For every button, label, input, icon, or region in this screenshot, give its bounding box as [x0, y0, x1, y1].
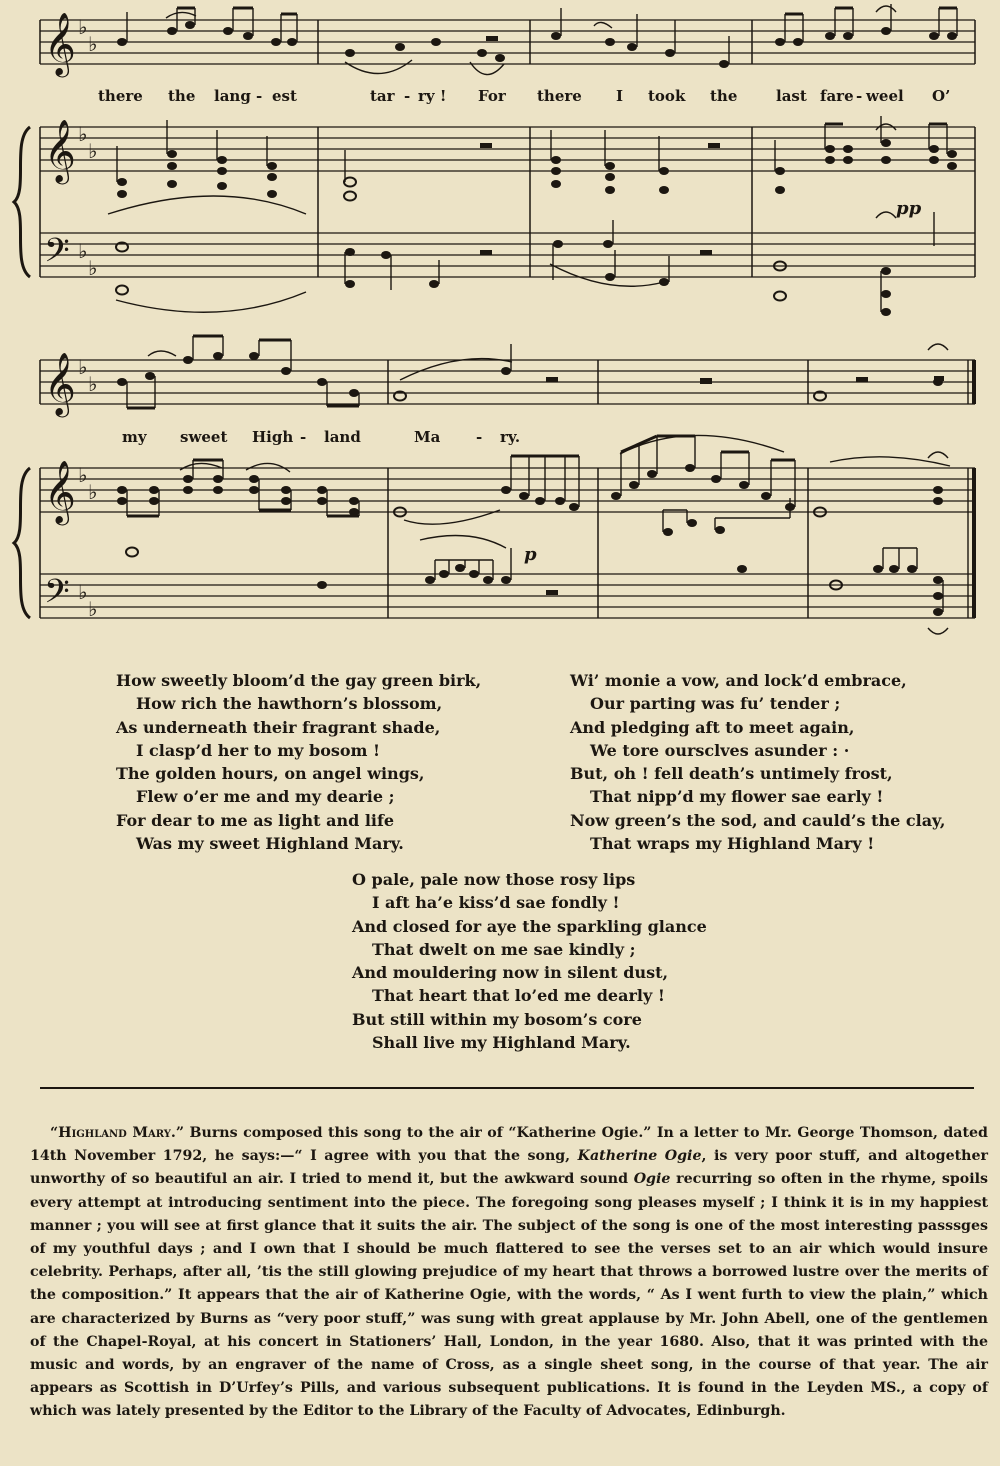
svg-text:♭: ♭ — [78, 580, 88, 604]
lyric-syllable: there — [537, 87, 582, 105]
verse-line: Now green’s the sod, and cauld’s the clay, — [570, 810, 946, 830]
verse-left — [116, 669, 481, 855]
dynamic-pp: pp — [896, 198, 922, 219]
lyric-syllable: my — [122, 428, 147, 446]
verse-line: That wraps my Highland Mary ! — [590, 834, 875, 854]
verse-line: That nipp’d my flower sae early ! — [590, 787, 884, 807]
lyric-syllable: fare — [820, 87, 854, 105]
historical-note — [30, 1122, 988, 1424]
verse-line: That heart that lo’ed me dearly ! — [372, 986, 665, 1006]
note-open-quote: “ — [50, 1125, 59, 1141]
svg-text:𝄞: 𝄞 — [44, 12, 76, 75]
note-text-part: , is very poor stuff, and altogether unworthy of so beautiful an air. I tried to mend it, but the awkward sound — [30, 1148, 989, 1188]
svg-text:♭: ♭ — [88, 256, 98, 280]
staff-lines — [40, 20, 975, 618]
dynamic-p: p — [524, 544, 537, 565]
verse-line: That dwelt on me sae kindly ; — [372, 939, 636, 959]
lyric-syllable: lang — [214, 87, 251, 105]
verse-line: How rich the hawthorn’s blossom, — [136, 694, 443, 714]
lyric-syllable: I — [616, 87, 624, 105]
svg-text:♭: ♭ — [88, 139, 98, 163]
verse-line: I aft ha’e kiss’d sae fondly ! — [372, 893, 620, 913]
lyric-syllable: est — [272, 87, 297, 105]
lyric-syllable: weel — [866, 87, 904, 105]
svg-text:♭: ♭ — [78, 15, 88, 39]
svg-text:𝄞: 𝄞 — [44, 119, 76, 182]
svg-text:♭: ♭ — [88, 597, 98, 621]
verse-line: Wi’ monie a vow, and lock’d embrace, — [570, 671, 907, 690]
verse-line: And mouldering now in silent dust, — [352, 963, 669, 983]
verse-center — [352, 868, 707, 1054]
note-italic-word: Ogie — [633, 1171, 671, 1188]
svg-text:♭: ♭ — [78, 122, 88, 146]
svg-text:𝄢: 𝄢 — [44, 573, 70, 619]
lyric-syllable: High — [252, 428, 294, 446]
verse-line: But still within my bosom’s core — [352, 1009, 642, 1029]
half-notes — [116, 178, 842, 590]
note-title: Highland Mary. — [58, 1125, 176, 1141]
verse-line: O pale, pale now those rosy lips — [352, 870, 636, 889]
lyric-syllable: ry. — [500, 428, 521, 446]
lyric-syllable: there — [98, 87, 143, 105]
note-text-part: recurring so often in the rhyme, spoils every attempt at introducing sentiment into the piece. The foregoing song pleases myself ; I think it is in my happiest manner ; you will see at first glance that it suits the air. The subject of the song is one of the most interesting passsges of my youthful days ; and I own that I should be much flattered to see the verses set to an air which would insure celebrity. Perhaps, after all, ’tis the still glowing prejudice of my heart that throws a borrowed lustre over the merits of the composition.” It appears that the air of Katherine Ogie, with the words, “ As I went furth to view the plain,” which are characterized by Burns as “very poor stuff,” was sung with great applause by Mr. John Abell, one of the gentlemen of the Chapel-Royal, at his concert in Stationers’ Hall, London, in the year 1680. Also, that it was printed with the music and words, by an engraver of the name of Cross, as a single sheet song, in the course of that year. The air appears as Scottish in D’Urfey’s Pills, and various subsequent publications. It is found in the Leyden MS., a copy of which was lately presented by the Editor to the Library of the Faculty of Advocates, Edinburgh. — [30, 1171, 988, 1420]
lyric-syllable: - — [404, 87, 411, 105]
verse-line: I clasp’d her to my bosom ! — [136, 740, 381, 760]
verse-line: Was my sweet Highland Mary. — [136, 834, 404, 854]
svg-text:♭: ♭ — [78, 463, 88, 487]
lyric-syllable: Ma — [414, 428, 441, 446]
svg-text:𝄞: 𝄞 — [44, 352, 76, 415]
section-divider — [40, 1087, 974, 1089]
svg-text:𝄞: 𝄞 — [44, 460, 76, 523]
svg-text:♭: ♭ — [78, 239, 88, 263]
lyric-syllable: took — [648, 87, 686, 105]
note-italic-title: Katherine Ogie — [577, 1148, 702, 1165]
lyric-syllable: sweet — [180, 428, 228, 446]
verse-line: Flew o’er me and my dearie ; — [136, 787, 395, 807]
lyric-syllable: the — [710, 87, 738, 105]
lyric-syllable: the — [168, 87, 196, 105]
lyric-syllable: - — [856, 87, 863, 105]
lyric-syllable: last — [776, 87, 807, 105]
verse-line: And pledging aft to meet again, — [570, 717, 855, 737]
lyrics-system-1 — [0, 87, 1000, 109]
note-heads — [117, 21, 957, 616]
verse-line: For dear to me as light and life — [116, 810, 395, 830]
verse-line: Shall live my Highland Mary. — [372, 1033, 631, 1053]
lyric-syllable: For — [478, 87, 506, 105]
verse-line: How sweetly bloom’d the gay green birk, — [116, 671, 482, 690]
lyric-syllable: - — [476, 428, 483, 446]
rests — [480, 36, 944, 595]
lyric-syllable: - — [256, 87, 263, 105]
lyric-syllable: tar — [370, 87, 395, 105]
lyric-syllable: O’ — [932, 87, 951, 105]
svg-text:♭: ♭ — [78, 355, 88, 379]
lyric-syllable: ry ! — [418, 87, 447, 105]
svg-text:♭: ♭ — [88, 372, 98, 396]
verse-right — [570, 669, 945, 855]
lyrics-system-2 — [0, 428, 1000, 450]
verse-line: Our parting was fu’ tender ; — [590, 694, 841, 714]
barlines — [40, 20, 975, 618]
lyric-syllable: land — [324, 428, 361, 446]
verse-line: As underneath their fragrant shade, — [116, 717, 441, 737]
piano-braces — [14, 127, 30, 618]
lyric-syllable: - — [300, 428, 307, 446]
verse-line: And closed for aye the sparkling glance — [352, 916, 707, 936]
svg-text:𝄢: 𝄢 — [44, 232, 70, 278]
verse-line: We tore oursclves asunder : · — [590, 740, 850, 760]
verse-line: But, oh ! fell death’s untimely frost, — [570, 764, 893, 784]
svg-text:♭: ♭ — [88, 32, 98, 56]
svg-text:♭: ♭ — [88, 480, 98, 504]
note-text-part: ” Burns composed this song to the air of “Katherine Ogie.” In a letter to Mr. George Thomson, dated 14th November 1792, he says:—“ I agree with you that the song, — [30, 1125, 988, 1165]
verse-line: The golden hours, on angel wings, — [116, 764, 425, 784]
